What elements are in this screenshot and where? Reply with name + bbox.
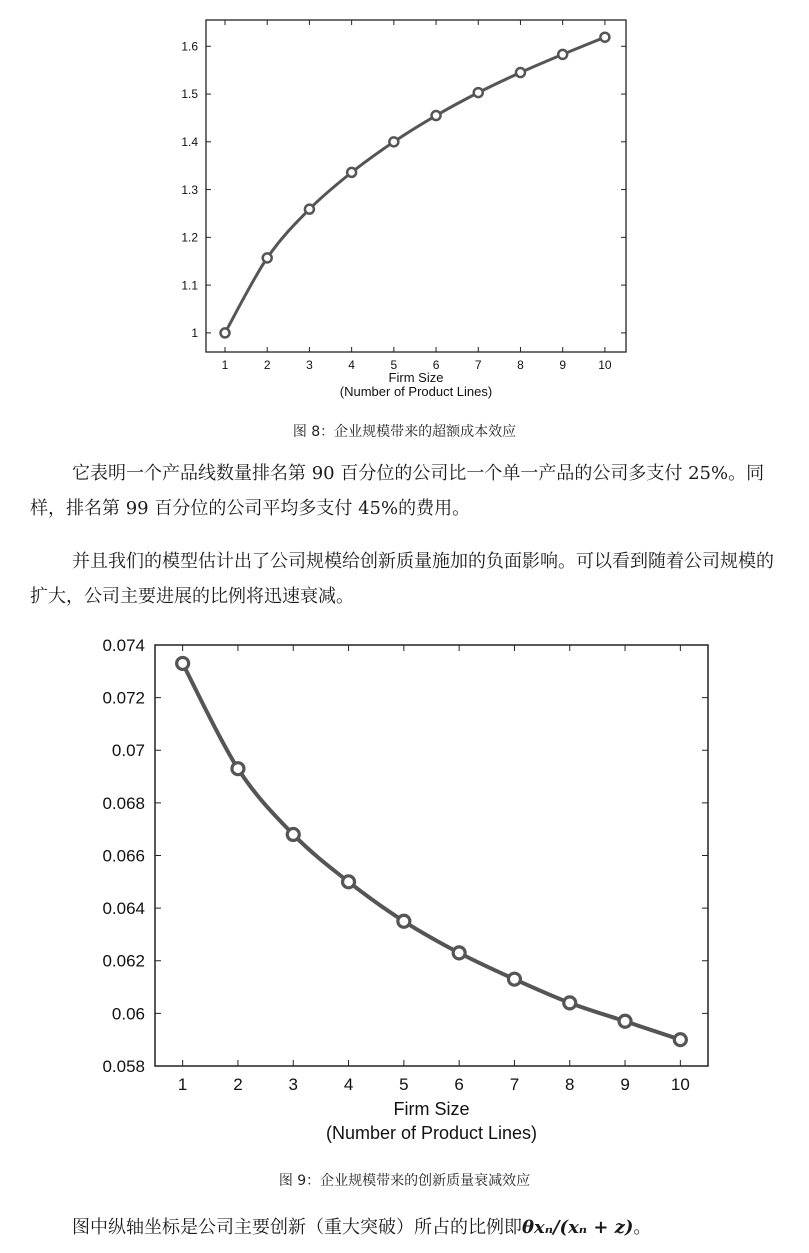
plot-frame (155, 645, 708, 1066)
x-tick-label: 5 (390, 358, 398, 372)
data-point-marker (305, 205, 314, 214)
x-tick-label: 8 (517, 358, 524, 372)
x-tick-label: 7 (509, 1075, 520, 1094)
y-tick-label: 0.07 (111, 741, 145, 761)
figure-8-svg (0, 0, 809, 410)
series-line (225, 37, 605, 333)
x-axis-subtitle: (Number of Product Lines) (325, 1123, 538, 1143)
data-point-marker (398, 915, 410, 927)
data-point-marker (232, 763, 244, 775)
paragraph-3-text: 图中纵轴坐标是公司主要创新（重大突破）所占的比例即 (72, 1217, 522, 1238)
data-point-marker (600, 33, 609, 42)
x-tick-label: 9 (559, 358, 567, 372)
figure-9-chart (0, 630, 809, 1150)
data-point-marker (474, 88, 483, 97)
x-tick-label: 7 (474, 358, 482, 372)
x-tick-label: 6 (454, 1075, 464, 1094)
y-tick-label: 0.074 (102, 635, 145, 655)
y-tick-label: 1.5 (181, 87, 198, 102)
series-line (183, 663, 681, 1039)
data-point-marker (564, 997, 576, 1009)
data-point-marker (220, 328, 229, 337)
x-axis-title: Firm Size (393, 1099, 470, 1119)
x-tick-label: 1 (177, 1075, 188, 1094)
x-tick-label: 8 (565, 1075, 575, 1094)
data-point-marker (287, 828, 299, 840)
y-tick-label: 0.066 (102, 846, 145, 866)
x-axis-title: Firm Size (388, 370, 444, 385)
x-axis-subtitle: (Number of Product Lines) (339, 384, 493, 399)
y-tick-label: 0.062 (102, 951, 145, 971)
data-point-marker (389, 137, 398, 146)
x-tick-label: 2 (263, 358, 271, 372)
figure-9-caption: 图 9：企业规模带来的创新质量衰减效应 (278, 1173, 531, 1189)
data-point-marker (558, 50, 567, 59)
x-tick-label: 3 (288, 1075, 298, 1094)
data-point-marker (453, 947, 465, 959)
y-tick-label: 1.2 (181, 230, 198, 245)
figure-8-chart (0, 0, 809, 410)
plot-frame (206, 20, 626, 352)
x-tick-label: 9 (620, 1075, 630, 1094)
x-tick-label: 5 (399, 1075, 409, 1094)
y-tick-label: 0.064 (102, 899, 145, 919)
y-tick-label: 1.6 (181, 39, 198, 54)
data-point-marker (516, 68, 525, 77)
paragraph-3-end: 。 (633, 1217, 652, 1238)
x-tick-label: 6 (432, 358, 440, 372)
x-tick-label: 1 (221, 358, 229, 372)
x-tick-label: 10 (670, 1075, 690, 1094)
data-point-marker (263, 253, 272, 262)
figure-9-svg (0, 630, 809, 1150)
y-tick-label: 0.058 (102, 1056, 145, 1076)
x-tick-label: 10 (598, 358, 612, 372)
x-tick-label: 3 (306, 358, 313, 372)
y-tick-label: 1.4 (181, 135, 198, 150)
paragraph-2: 并且我们的模型估计出了公司规模给创新质量施加的负面影响。可以看到随着公司规模的扩大，公司主要进展的比例将迅速衰减。 (30, 551, 774, 607)
y-tick-label: 1.1 (181, 278, 198, 293)
formula: θxₙ/(xₙ + z) (522, 1217, 634, 1238)
y-tick-label: 1.3 (181, 182, 198, 197)
data-point-marker (619, 1015, 631, 1027)
y-tick-label: 1 (191, 326, 198, 341)
paragraph-3 (72, 1210, 792, 1245)
data-point-marker (347, 168, 356, 177)
x-tick-label: 4 (343, 1075, 354, 1094)
y-tick-label: 0.068 (102, 793, 145, 813)
y-tick-label: 0.06 (111, 1004, 145, 1024)
data-point-marker (432, 111, 441, 120)
data-point-marker (508, 973, 520, 985)
figure-8-caption: 图 8：企业规模带来的超额成本效应 (292, 424, 517, 440)
data-point-marker (177, 657, 189, 669)
data-point-marker (674, 1034, 686, 1046)
paragraph-1: 它表明一个产品线数量排名第 90 百分位的公司比一个单一产品的公司多支付 25%。同样，排名第 99 百分位的公司平均多支付 45%的费用。 (30, 463, 765, 519)
x-tick-label: 4 (348, 358, 355, 372)
y-tick-label: 0.072 (102, 688, 145, 708)
x-tick-label: 2 (233, 1075, 243, 1094)
data-point-marker (343, 876, 355, 888)
